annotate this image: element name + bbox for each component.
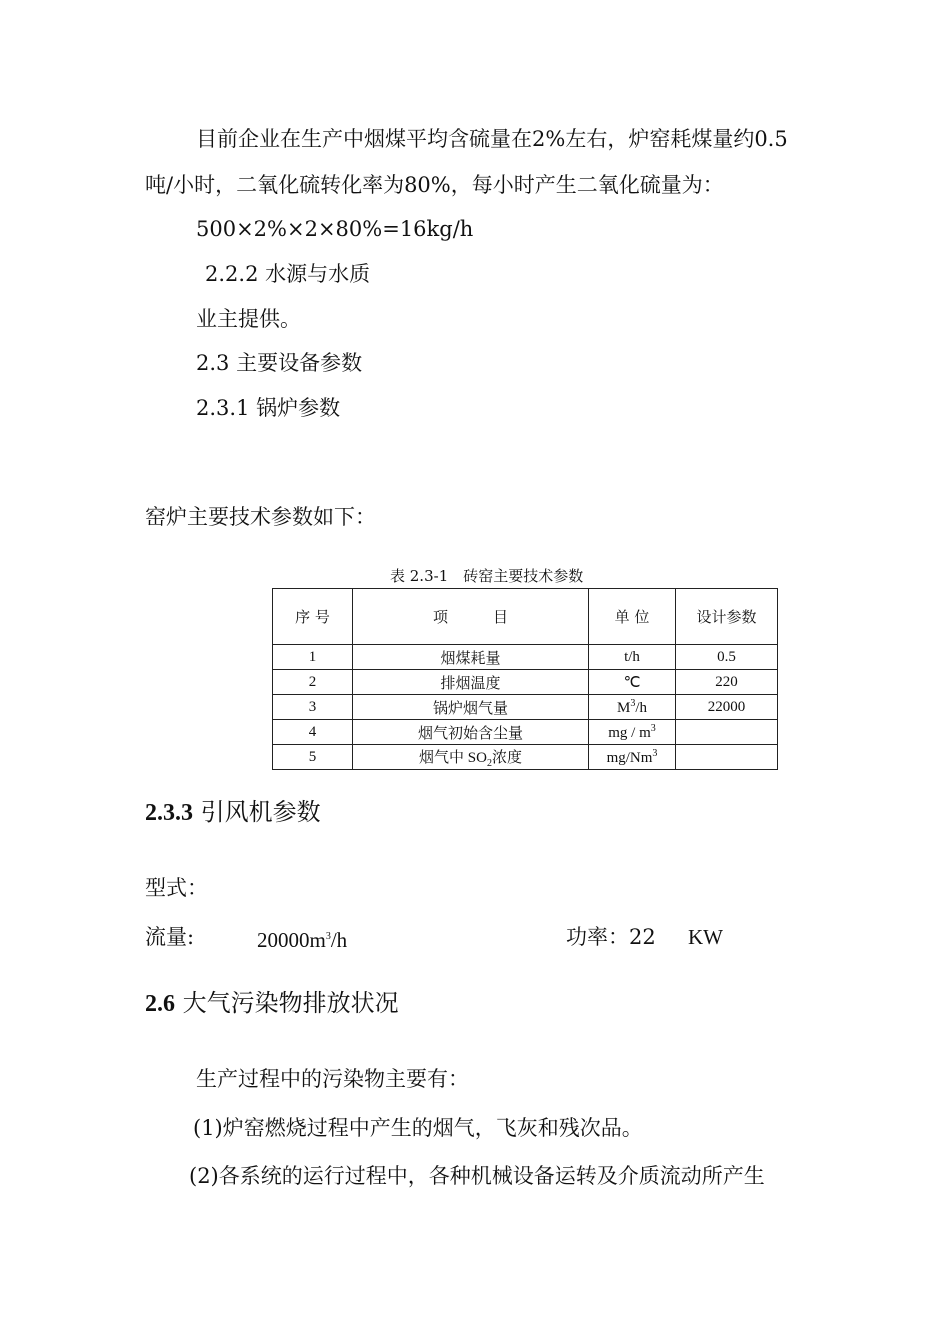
cell-unit xyxy=(589,695,676,720)
section-number: 2.3.3 xyxy=(145,800,193,826)
paragraph-line-2: 吨/小时，二氧化硫转化率为80%，每小时产生二氧化硫量为： xyxy=(145,173,724,197)
pollutant-item-2: (2)各系统的运行过程中，各种机械设备运转及介质流动所产生 xyxy=(189,1164,765,1188)
cell-value xyxy=(676,745,778,770)
section-2-3-3-heading xyxy=(145,797,321,828)
unit-superscript: 3 xyxy=(630,697,636,709)
header-unit: 单 位 xyxy=(589,589,676,645)
table-row xyxy=(273,695,778,720)
unit-superscript: 3 xyxy=(652,747,658,759)
fan-flow-label: 流量: xyxy=(145,925,195,949)
unit-main: mg/Nm xyxy=(606,749,653,766)
cell-item: 烟煤耗量 xyxy=(353,645,589,670)
cell-item: 排烟温度 xyxy=(353,670,589,695)
fan-type-label: 型式： xyxy=(145,876,208,900)
kiln-intro-text: 窑炉主要技术参数如下： xyxy=(145,505,376,529)
item-post: 浓度 xyxy=(491,749,522,766)
paragraph-line-1: 目前企业在生产中烟煤平均含硫量在2%左右，炉窑耗煤量约0.5 xyxy=(196,127,788,151)
cell-unit xyxy=(589,745,676,770)
cell-item: 锅炉烟气量 xyxy=(353,695,589,720)
fan-power-unit: KW xyxy=(688,925,723,949)
cell-no: 3 xyxy=(273,695,353,720)
pollutants-intro: 生产过程中的污染物主要有： xyxy=(196,1067,469,1091)
cell-no: 5 xyxy=(273,745,353,770)
header-design-value: 设计参数 xyxy=(676,589,778,645)
unit-superscript: 3 xyxy=(650,722,656,734)
header-item: 项 目 xyxy=(353,589,589,645)
cell-value: 22000 xyxy=(676,695,778,720)
cell-value xyxy=(676,720,778,745)
flow-tail: /h xyxy=(330,928,348,952)
section-2-2-2-heading: 2.2.2 水源与水质 xyxy=(205,262,371,286)
flow-superscript: 3 xyxy=(325,931,331,942)
cell-no: 4 xyxy=(273,720,353,745)
section-2-3-1-heading: 2.3.1 锅炉参数 xyxy=(196,396,341,420)
item-subscript: 2 xyxy=(486,757,492,769)
table-row xyxy=(273,720,778,745)
cell-no: 1 xyxy=(273,645,353,670)
table-row xyxy=(273,670,778,695)
table-row xyxy=(273,745,778,770)
section-2-3-heading: 2.3 主要设备参数 xyxy=(196,351,363,375)
kiln-parameter-table xyxy=(272,588,778,770)
cell-item xyxy=(353,745,589,770)
item-pre: 烟气中 SO xyxy=(419,749,487,766)
fan-power: 功率：22 xyxy=(566,925,656,949)
cell-no: 2 xyxy=(273,670,353,695)
section-title: 引风机参数 xyxy=(193,798,321,826)
pollutant-item-1: (1)炉窑燃烧过程中产生的烟气，飞灰和残次品。 xyxy=(193,1116,643,1140)
section-2-6-heading xyxy=(145,988,399,1019)
table-caption: 表 2.3-1 砖窑主要技术参数 xyxy=(390,567,584,585)
header-no: 序 号 xyxy=(273,589,353,645)
section-number: 2.6 xyxy=(145,991,175,1017)
cell-item: 烟气初始含尘量 xyxy=(353,720,589,745)
unit-tail: /h xyxy=(635,699,647,716)
table-row xyxy=(273,645,778,670)
cell-unit xyxy=(589,720,676,745)
cell-value: 0.5 xyxy=(676,645,778,670)
so2-formula: 500×2%×2×80%=16kg/h xyxy=(196,217,474,241)
flow-main: 20000m xyxy=(257,928,326,952)
owner-provided-text: 业主提供。 xyxy=(196,307,301,331)
cell-unit: ℃ xyxy=(589,670,676,695)
cell-value: 220 xyxy=(676,670,778,695)
cell-unit: t/h xyxy=(589,645,676,670)
section-title: 大气污染物排放状况 xyxy=(175,989,399,1017)
unit-main: mg / m xyxy=(608,724,651,741)
fan-flow-value xyxy=(257,924,347,953)
unit-main: M xyxy=(616,699,631,716)
table-header-row xyxy=(273,589,778,645)
